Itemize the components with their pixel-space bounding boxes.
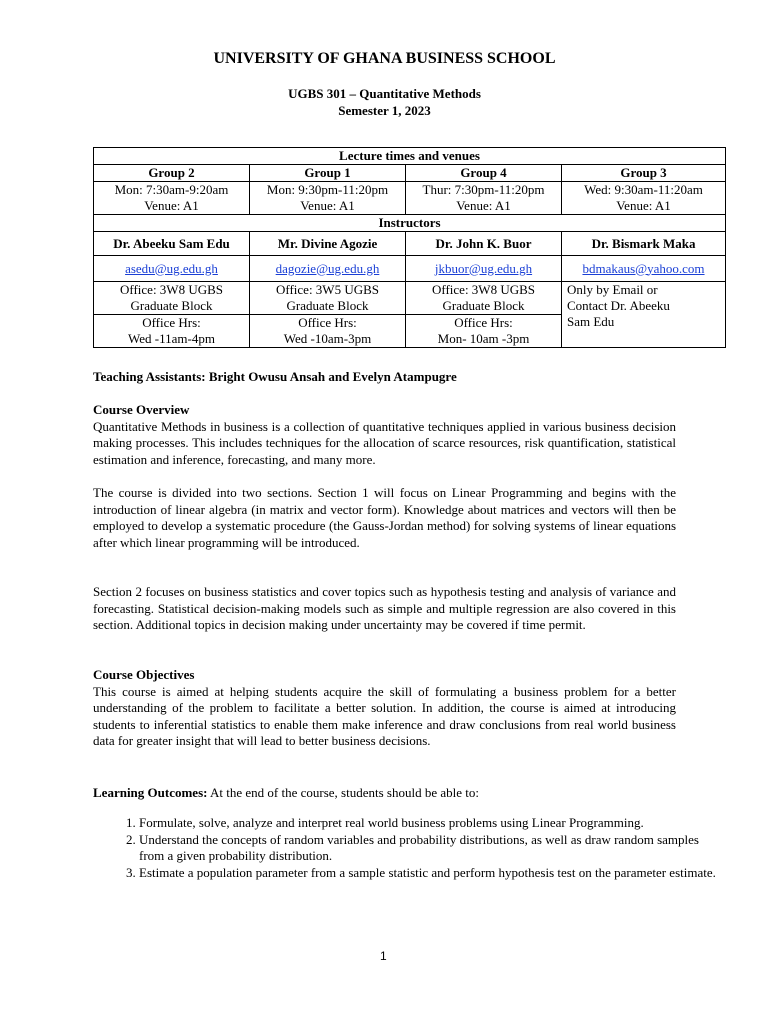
hours-line: Wed -11am-4pm: [128, 331, 215, 346]
table-row: [94, 232, 726, 256]
table-row: [94, 182, 726, 215]
instructor-email-cell: [406, 256, 562, 282]
course-objectives: [93, 667, 676, 750]
outcomes-intro: At the end of the course, students should be able to:: [207, 785, 479, 800]
email-link[interactable]: jkbuor@ug.edu.gh: [434, 260, 533, 276]
office-hours-cell: [250, 315, 406, 348]
group-schedule: [94, 182, 250, 215]
office-cell: [406, 282, 562, 315]
office-line: Graduate Block: [130, 298, 213, 313]
instructor-email-cell: [250, 256, 406, 282]
section-heading: Course Overview: [93, 402, 190, 417]
email-link[interactable]: dagozie@ug.edu.gh: [275, 260, 380, 276]
contact-line: Only by Email or: [567, 282, 658, 297]
group-venue: Venue: A1: [300, 198, 355, 213]
group-time: Mon: 9:30pm-11:20pm: [266, 182, 389, 197]
table-row: [94, 282, 726, 315]
hours-line: Office Hrs:: [454, 315, 513, 330]
office-hours-cell: [94, 315, 250, 348]
hours-line: Office Hrs:: [298, 315, 357, 330]
list-item: 2. Understand the concepts of random variables and probability distributions, as well as draw random samples from a given probability distribution.: [139, 832, 722, 865]
office-hours-cell: [406, 315, 562, 348]
contact-line: Contact Dr. Abeeku: [567, 298, 670, 313]
office-line: Office: 3W8 UGBS: [431, 282, 536, 297]
office-cell: [250, 282, 406, 315]
group-name: Group 2: [94, 165, 250, 182]
group-time: Thur: 7:30pm-11:20pm: [422, 182, 545, 197]
group-time: Wed: 9:30am-11:20am: [584, 182, 703, 197]
paragraph: Quantitative Methods in business is a collection of quantitative techniques applied in various business decision making processes. This includes techniques for the allocation of scarce resources, risk quantification, statistical estimation and inference, forecasting, and many more.: [93, 418, 676, 467]
group-schedule: [562, 182, 726, 215]
page-number: 1: [380, 949, 387, 963]
university-title: UNIVERSITY OF GHANA BUSINESS SCHOOL: [213, 50, 556, 67]
instructor-name: Dr. Abeeku Sam Edu: [94, 232, 250, 256]
paragraph: This course is aimed at helping students acquire the skill of formulating a business problem for a better understanding of the problem to facilitate a better solution. In addition, the course is aimed at introducing students to inferential statistics to enable them make inference and draw conclusions from real world business data for greater insight that will lead to better business decisions.: [93, 683, 676, 749]
list-item: 1. Formulate, solve, analyze and interpret real world business problems using Linear Programming.: [139, 815, 722, 832]
hours-line: Wed -10am-3pm: [283, 331, 372, 346]
schedule-table: [93, 147, 726, 348]
table-row: [94, 256, 726, 282]
group-schedule: [406, 182, 562, 215]
office-line: Graduate Block: [286, 298, 369, 313]
office-cell: [94, 282, 250, 315]
hours-line: Mon- 10am -3pm: [437, 331, 530, 346]
group-name: Group 3: [562, 165, 726, 182]
group-name: Group 1: [250, 165, 406, 182]
email-link[interactable]: bdmakaus@yahoo.com: [582, 260, 705, 276]
office-line: Office: 3W5 UGBS: [275, 282, 380, 297]
contact-line: Sam Edu: [567, 314, 615, 329]
instructor-name: Dr. John K. Buor: [406, 232, 562, 256]
course-heading: [93, 85, 676, 119]
paragraph: Section 2 focuses on business statistics and cover topics such as hypothesis testing and analysis of variance and forecasting. Statistical decision-making models such as simple and multiple regression are also covered in this section. Additional topics in decision making under uncertainty may be covered if time permit.: [93, 584, 676, 633]
outcomes-list: [93, 815, 722, 881]
group-venue: Venue: A1: [144, 198, 199, 213]
teaching-assistants: Teaching Assistants: Bright Owusu Ansah and Evelyn Atampugre: [93, 369, 457, 384]
section-heading: Learning Outcomes:: [93, 785, 208, 800]
group-time: Mon: 7:30am-9:20am: [114, 182, 229, 197]
table-row: [94, 148, 726, 165]
group-name: Group 4: [406, 165, 562, 182]
list-item: 3. Estimate a population parameter from a sample statistic and perform hypothesis test on the parameter estimate.: [139, 865, 722, 882]
course-overview: [93, 402, 676, 468]
instructor-name: Dr. Bismark Maka: [562, 232, 726, 256]
table-row: [94, 215, 726, 232]
instructor-name: Mr. Divine Agozie: [250, 232, 406, 256]
instructor-email-cell: [94, 256, 250, 282]
instructors-header: Instructors: [94, 215, 726, 232]
learning-outcomes: [93, 785, 676, 802]
instructor-email-cell: [562, 256, 726, 282]
section-heading: Course Objectives: [93, 667, 195, 682]
group-venue: Venue: A1: [456, 198, 511, 213]
hours-line: Office Hrs:: [142, 315, 201, 330]
contact-cell: [562, 282, 726, 348]
group-venue: Venue: A1: [616, 198, 671, 213]
semester: Semester 1, 2023: [338, 103, 431, 118]
table-row: [94, 165, 726, 182]
course-code: UGBS 301 – Quantitative Methods: [288, 86, 481, 101]
office-line: Office: 3W8 UGBS: [119, 282, 224, 297]
email-link[interactable]: asedu@ug.edu.gh: [125, 260, 218, 276]
lecture-header: Lecture times and venues: [94, 148, 726, 165]
paragraph: The course is divided into two sections. Section 1 will focus on Linear Programming and begins with the introduction of linear algebra (in matrix and vector form). Knowledge about matrices and vectors will then be employed to develop a systematic procedure (the Gauss-Jordan method) for solving systems of linear equations after which linear programming will be introduced.: [93, 485, 676, 550]
office-line: Graduate Block: [442, 298, 525, 313]
group-schedule: [250, 182, 406, 215]
